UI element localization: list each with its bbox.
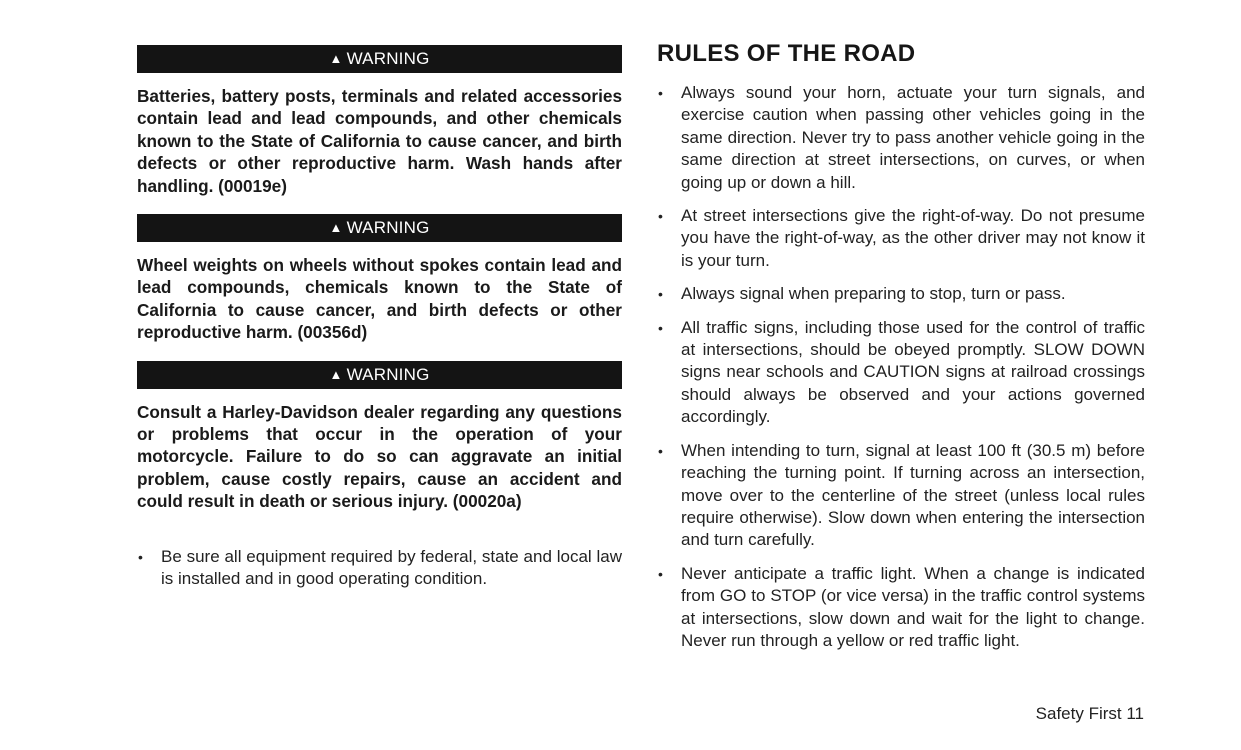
warning-block-dealer [137, 361, 622, 513]
list-item-text: Always sound your horn, actuate your turn signals, and exercise caution when passing other vehicles going in the same direction. Never try to pass another vehicle going in the same direction at street intersections, on curves, or when going up or down a hill. [681, 83, 1145, 192]
list-item-text: When intending to turn, signal at least 100 ft (30.5 m) before reaching the turning point. If turning across an intersection, move over to the centerline of the street (unless local rules require otherwise). Slow down when entering the intersection and turn carefully. [681, 440, 1145, 550]
warning-block-wheel-weights [137, 214, 622, 344]
list-item [657, 82, 1145, 194]
warning-triangle-icon: ▲ [329, 220, 343, 236]
list-item-text: Never anticipate a traffic light. When a change is indicated from GO to STOP (or vice versa) in the traffic control systems at intersections, slow down and wait for the light to change. Never run through a yellow or red traffic light. [681, 563, 1145, 650]
list-item [657, 205, 1145, 272]
list-item [657, 283, 1145, 305]
bullet-icon: • [658, 85, 663, 101]
bullet-icon: • [138, 548, 143, 565]
bullet-icon: • [658, 442, 663, 459]
page-footer: Safety First 11 [1035, 704, 1144, 723]
list-item [657, 440, 1145, 552]
right-column [657, 40, 1145, 663]
warning-banner [137, 45, 622, 73]
list-item-text: At street intersections give the right-of-way. Do not presume you have the right-of-way, as the other driver may not know it is your turn. [681, 206, 1145, 270]
list-item-text: All traffic signs, including those used for the control of traffic at intersections, should be obeyed promptly. SLOW DOWN signs near schools and CAUTION signs at railroad crossings should always be observed and your actions governed accordingly. [681, 317, 1145, 427]
list-item-text: Be sure all equipment required by federal, state and local law is installed and in good operating condition. [161, 546, 622, 589]
warning-label: WARNING [346, 218, 430, 238]
warning-text: Wheel weights on wheels without spokes contain lead and lead compounds, chemicals known to the State of California to cause cancer, and birth defects or other reproductive harm. (00356d) [137, 255, 622, 343]
equipment-bullet-list [137, 546, 622, 591]
left-column [137, 45, 622, 591]
warning-label: WARNING [346, 49, 430, 68]
section-title: RULES OF THE ROAD [657, 40, 916, 67]
warning-triangle-icon: ▲ [329, 366, 343, 382]
list-item [657, 317, 1145, 429]
bullet-icon: • [658, 319, 663, 336]
warning-text: Batteries, battery posts, terminals and related accessories contain lead and lead compounds, and other chemicals known to the State of California to cause cancer, and birth defects or other reproductive harm. Wash hands after handling. (00019e) [137, 86, 622, 196]
list-item-text: Always signal when preparing to stop, turn or pass. [681, 284, 1066, 304]
list-item [657, 563, 1145, 653]
warning-block-battery [137, 45, 622, 197]
bullet-icon: • [658, 286, 663, 303]
rules-bullet-list [657, 82, 1145, 652]
warning-label: WARNING [346, 364, 430, 384]
warning-text: Consult a Harley-Davidson dealer regarding any questions or problems that occur in the operation of your motorcycle. Failure to do so can aggravate an initial problem, cause costly repairs, cause an accident and could result in death or serious injury. (00020a) [137, 401, 622, 512]
bullet-icon: • [658, 208, 663, 225]
list-item [137, 546, 622, 591]
bullet-icon: • [658, 565, 663, 582]
warning-banner [137, 361, 622, 389]
warning-triangle-icon: ▲ [329, 51, 343, 66]
warning-banner [137, 214, 622, 242]
